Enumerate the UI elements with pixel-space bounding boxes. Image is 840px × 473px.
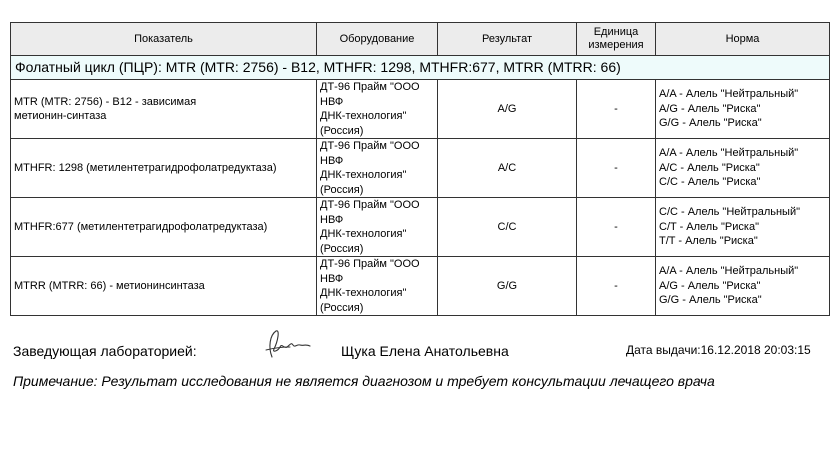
table-row [11, 80, 830, 139]
indicator-line: MTRR (MTRR: 66) - метионинсинтаза [14, 279, 205, 292]
equipment-line: (Россия) [320, 183, 364, 196]
section-row [11, 56, 830, 80]
norm-cell [656, 80, 830, 139]
header-result: Результат [438, 23, 577, 56]
norm-line: A/G - Алель "Риска" [659, 102, 761, 115]
indicator-line: MTHFR:677 (метилентетрагидрофолатредуктаза) [14, 220, 268, 233]
norm-line: C/C - Алель "Риска" [659, 176, 761, 189]
equipment-line: ДНК-технология" [320, 287, 407, 299]
norm-line: A/A - Алель "Нейтральный" [659, 147, 799, 160]
equipment-line: ДТ-96 Прайм "ООО [320, 140, 420, 152]
indicator-cell [11, 139, 317, 198]
norm-line: C/C - Алель "Нейтральный" [659, 206, 800, 219]
equipment-line: ДТ-96 Прайм "ООО [320, 81, 420, 93]
result-cell: A/G [438, 80, 577, 139]
equipment-line: ДНК-технология" [320, 110, 407, 122]
equipment-cell [317, 257, 438, 316]
result-cell: G/G [438, 257, 577, 316]
table-row [11, 198, 830, 257]
norm-line: T/T - Алель "Риска" [659, 235, 758, 248]
norm-line: C/T - Алель "Риска" [659, 220, 759, 233]
equipment-cell [317, 139, 438, 198]
indicator-line: метионин-синтаза [14, 110, 107, 122]
indicator-line: MTHFR: 1298 (метилентетрагидрофолатредуктаза) [14, 161, 277, 174]
header-unit-line: Единица [593, 26, 639, 38]
issue-date: Дата выдачи:16.12.2018 20:03:15 [626, 343, 811, 357]
unit-cell: - [577, 257, 656, 316]
equipment-cell [317, 198, 438, 257]
indicator-line: MTR (MTR: 2756) - B12 - зависимая [14, 95, 197, 108]
norm-cell [656, 198, 830, 257]
norm-cell [656, 257, 830, 316]
norm-line: A/G - Алель "Риска" [659, 279, 761, 292]
norm-line: G/G - Алель "Риска" [659, 117, 762, 130]
equipment-line: (Россия) [320, 124, 364, 137]
results-table [10, 22, 830, 316]
equipment-line: НВФ [320, 213, 344, 226]
header-row [11, 23, 830, 56]
header-indicator: Показатель [11, 23, 317, 56]
section-title: Фолатный цикл (ПЦР): MTR (MTR: 2756) - B12, MTHFR: 1298, MTHFR:677, MTRR (MTRR: 66) [11, 56, 830, 80]
indicator-cell [11, 198, 317, 257]
equipment-line: НВФ [320, 272, 344, 285]
header-unit-line: измерения [588, 39, 644, 51]
equipment-line: ДТ-96 Прайм "ООО [320, 199, 420, 211]
table-row [11, 139, 830, 198]
norm-line: G/G - Алель "Риска" [659, 294, 762, 307]
header-equipment: Оборудование [317, 23, 438, 56]
header-norm: Норма [656, 23, 830, 56]
head-of-lab-name: Щука Елена Анатольевна [341, 343, 509, 359]
result-cell: C/C [438, 198, 577, 257]
equipment-line: (Россия) [320, 301, 364, 314]
equipment-line: ДТ-96 Прайм "ООО [320, 258, 420, 270]
unit-cell: - [577, 80, 656, 139]
norm-cell [656, 139, 830, 198]
indicator-cell [11, 80, 317, 139]
header-unit [577, 23, 656, 56]
unit-cell: - [577, 139, 656, 198]
equipment-line: (Россия) [320, 242, 364, 255]
indicator-cell [11, 257, 317, 316]
norm-line: A/C - Алель "Риска" [659, 161, 760, 174]
table-row [11, 257, 830, 316]
norm-line: A/A - Алель "Нейтральный" [659, 88, 799, 101]
equipment-line: НВФ [320, 95, 344, 108]
disclaimer-note: Примечание: Результат исследования не является диагнозом и требует консультации лечащего врача [13, 373, 715, 389]
norm-line: A/A - Алель "Нейтральный" [659, 265, 799, 278]
head-of-lab-label: Заведующая лабораторией: [13, 343, 197, 359]
equipment-line: ДНК-технология" [320, 228, 407, 240]
signature-row [13, 343, 829, 361]
signature [260, 327, 314, 361]
equipment-line: ДНК-технология" [320, 169, 407, 181]
equipment-line: НВФ [320, 154, 344, 167]
result-cell: A/C [438, 139, 577, 198]
unit-cell: - [577, 198, 656, 257]
equipment-cell [317, 80, 438, 139]
